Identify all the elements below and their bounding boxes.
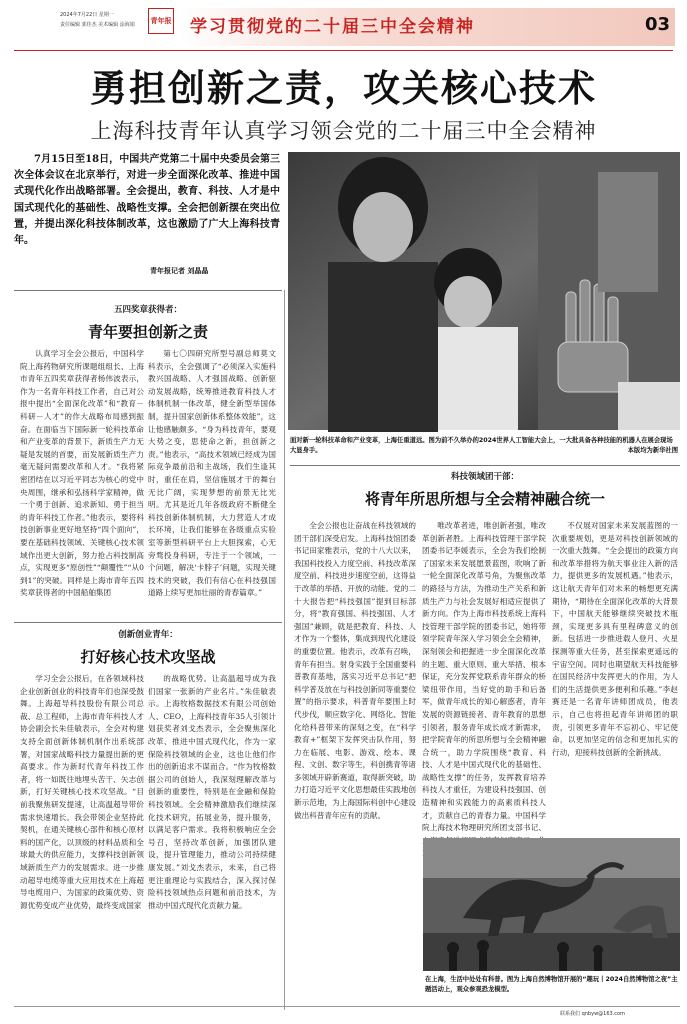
byline: 青年报记者 刘晶晶: [150, 267, 209, 275]
story3-title: 将青年所思所想与全会精神融合统一: [364, 490, 605, 508]
photo-robot-hands: [288, 152, 680, 430]
story1-col1: [20, 348, 144, 616]
story2-col2-text: 的战略优势。让高温超导成为我们国家一张新的产业名片。”朱佳敏表示。上海牧格数据技术有限公司创始人、CEO，上海科技青年35人引领计划获奖者刘戈杰表示，全会聚焦深化改革、推进中国式现代化，作为一家保险科技领域的企业，这也让他们作出的创新追求不谋而合。“作为牧格数据公司的创始人，我深刻理解改革与创新的重要性，特别是在金融和保险科技领域。全会精神激励我们继续深化技术研究，拓展业务，提升服务，以满足客户需求。我将积极响应全会号召，坚持改革创新，加强团队建设，提升管理能力，推动公司持续健康发展。”刘戈杰表示，未来，自己将更注重理论与实践结合，深入探讨保险科技领域热点问题和前沿技术，为推动中国式现代化贡献力量。: [148, 674, 276, 910]
photo1-credit: 本版均为新华社图: [627, 447, 678, 454]
story2-kicker: 创新创业青年：: [118, 630, 178, 640]
editors-line: 责任编辑 郭佳杰 美术编辑 涂海娟: [60, 22, 135, 28]
story2-top-rule: [14, 622, 282, 623]
sub-headline: 上海科技青年认真学习领会党的二十届三中全会精神: [90, 119, 597, 143]
newspaper-logo: 青年报: [148, 8, 174, 34]
story3-top-rule: [290, 465, 680, 466]
footer-rule: [14, 1006, 680, 1007]
story3-col2-text: 唯改革者进，唯创新者强，唯改革创新者胜。上海科技管理干部学院团委书记李媛表示，全会为我们绘制了国家未来发展愿景蓝图，吹响了新一轮全面深化改革号角，为聚焦改革的路径与方法，为推动生产关系和新质生产力与社会发展好相适应提供了新方向。作为上海市科技系统上海科技管理干部学院的团委书记，她将带领学院青年深入学习领会全会精神，深刻领会和把握进一步全面深化改革的主题、重大原则、重大举措、根本保证，充分发挥党联系青年群众的桥梁纽带作用，当好党的助手和后备军，做青年成长的知心解惑者，青年发展的资源链接者、青年教育的思想引领者，服务青年成长成才新需求，把学院青年的所思所想与全会精神融合统一，助力学院围绕“教育、科技、人才是中国式现代化的基础性、战略性支撑”的任务，发挥教育培养科技人才重任，为建设科技强国、创造精神和实践能力的高素质科技人才，贡献自己的青春力量。中国科学院上海技术物理研究所团支部书记、: [422, 521, 546, 833]
story2-header: [14, 628, 282, 667]
lede-paragraph: [14, 152, 280, 249]
story2-col1: [20, 673, 144, 1005]
story1-kicker: 五四奖章获得者：: [113, 305, 182, 315]
story2-col2: [148, 673, 276, 1005]
photo1-caption-text: 面对新一轮科技革命和产业变革，上海任重道远。图为前不久举办的2024世界人工智能大会上，一大批具备各种技能的机器人在展会现场大显身手。: [290, 437, 673, 454]
story3-header: [290, 470, 680, 509]
photo-dinosaur-model: [423, 838, 680, 971]
story1-header: [14, 303, 282, 342]
story1-top-rule: [14, 290, 282, 291]
date-line: 2024年7月22日 星期一: [60, 12, 114, 18]
lede-text: 7月15日至18日，中国共产党第二十届中央委员会第三次全体会议在北京举行，对进一步全面深化改革、推进中国式现代化作出战略部署。全会提出，教育、科技、人才是中国式现代化的基础性、战略性支撑。全会把创新摆在突出位置，并提出深化科技体制改革，这也激励了广大上海科技青年。: [14, 154, 280, 247]
story1-col1-text: 认真学习全会公报后，中国科学院上海药物研究所课题组组长、上海市青年五四奖章获得者杨伟波表示，作为一名青年科技工作者，自己对公报中提出“全面深化改革”和“教育－科研－人才”的作大战略布局感到振奋。在面临当下国际新一轮科技革命和产业变革的背景下，新质生产力无疑是发展的首要，而发展新质生产力毫无疑问需要改革和人才。“我将紧密团结在以习近平同志为核心的党中央周围，继承和弘扬科学家精神，做一个勇于创新、追求新知、勇于担当的青年科技工作者。”他表示，要将科技创新事业更好地坚持“四个面向”，要在基础科技领域、关键核心技术领域作出更大创新，努力抢占科技制高点，实现更多“原创性”“颠覆性”“从0到1”的突破。同样是上海市青年五四奖章获得者的中国船舶集团: [20, 349, 144, 598]
story2-title: 打好核心技术攻坚战: [80, 648, 216, 666]
header-divider: [14, 50, 673, 51]
story3-col1-text: 全会公报也让奋战在科技领域的团干部们深受启发。上海科技馆团委书记田家雅表示，党的十八大以来，我国科技投入力度空前、科技改革深度空前、科技进步速度空前，这得益于改革的举措、开放的动能。党的二十大报告把“科技强国”提到目标部分，将“教育强国、科技强国、人才强国”兼顾，就是把教育、科技、人才作为一个整体，集成到现代化建设的重要位置。他表示，改革有召唤，青年有担当。射身实践于全国重要科普教育基地，落实习近平总书记“把科学普及放在与科技创新同等重要位置”的指示要求，科普青年要围上时代步伐，顺应数字化、网络化、智能化给科普带来的深刻之变，在“科学教育+”框架下发挥突击队作用，努力在临展、电影、游戏、绘本、课程、文创、数字等生，科创携青等诸多领域开辟新赛道，取得新突破，助力打造习近平文化思想最佳实践地创新示范地，为上海国际科创中心建设做出科普青年应有的贡献。: [294, 521, 416, 820]
main-headline: 勇担创新之责，攻关核心技术: [90, 67, 597, 110]
story3-col3-text: 不仅展对国家未来发展蓝图的一次重要规划，更是对科技创新领域的一次重大鼓舞。“全会提出的政策方向和改革举措将为航天事业注入新的活力，提供更多的发展机遇。”他表示，这让航天青年们对未来的畅想更充满期待，“期待在全面深化改革的大背景下，中国航天能够继续突破技术瓶颈，实现更多具有里程碑意义的创新。包括进一步推进载人登月、火星探测等重大任务，甚至探索更遥远的宇宙空间。同时也期望航天科技能够在国民经济中发挥更大的作用，为人们的生活提供更多便利和乐趣。”李赵赛还是一名青年讲师团成员，他表示，自己也将担起青年讲师团的职责，引领更多青年不忘初心、牢记使命，以更加坚定的信念和更加扎实的行动，迎接科技创新的全新挑战。: [552, 521, 678, 757]
story3-kicker: 科技领域团干部：: [450, 472, 519, 482]
page-number: 03: [645, 14, 671, 35]
story3-col1: [294, 520, 416, 1008]
photo1-caption: [290, 436, 678, 456]
story3-col3: [552, 520, 678, 820]
section-title: 学习贯彻党的二十届三中全会精神: [190, 17, 475, 37]
center-column-divider: [284, 290, 285, 1010]
story1-col2-text: 第七〇四研究所型号副总师莫文科表示，全会强调了“必须深入实施科教兴国战略、人才强国战略、创新驱动发展战略，统筹推进教育科技人才体制机制一体改革，健全新型举国体制，提升国家创新体系整体效能”，这让他感触颇多。“身为科技青年，要观大势之变，思使命之新，担创新之责。”他表示，“高技术领域已经成为国际竞争最前沿和主战场，我们生逢其时，重任在肩，坚信施展才干的舞台无比广阔，实现梦想的前景无比光明。尤其是近几年各级政府不断健全科技创新体制机制，大力营造人才成长环境，让我们能够在各级重点实验室等新型科研平台上大胆探索，心无旁骛投身科研，专注于一个领域，一个问题，解决‘卡脖子’问题，实现关键技术的突破，我们有信心在科技强国道路上续写更加壮丽的青春篇章。”: [148, 349, 276, 598]
footer-contact: 联系我们 qnbyw@163.com: [560, 1011, 625, 1017]
story2-col1-text: 学习全会公报后，在各领域科技企业创新创业的科技青年们也深受鼓舞。上海超导科技股份有限公司总裁、总工程师，上海市青年科技人才协会副会长朱佳敏表示，全会对构建支持全面创新体制机制作出系统部署，对国家战略科技力量提出新的更高要求。作为新时代青年科技工作者，将一如既往地埋头苦干、矢志创新，打好关键核心技术攻坚战。“目前我聚焦研发提速，让高温超导带价需求快速增长。我会带领企业坚持此契机，在通关键核心部件和核心原材料的国产化，以顶级的材料品质和全球最大的供应能力，支撑科技创新领域新质生产力的发展需求。进一步推动超导电缆等重大应用技术在上海超导电缆用户、为国家的政策优势、资源优势变成产业优势，最终变成国家: [20, 674, 144, 910]
story1-title: 青年要担创新之责: [87, 323, 208, 341]
photo2-caption: 在上海，生活中处处有科普。图为上海自然博物馆开展的“趣玩丨2024自然博物馆之夜”主题活动上，观众参观恐龙模型。: [425, 976, 678, 993]
story1-col2: [148, 348, 276, 598]
